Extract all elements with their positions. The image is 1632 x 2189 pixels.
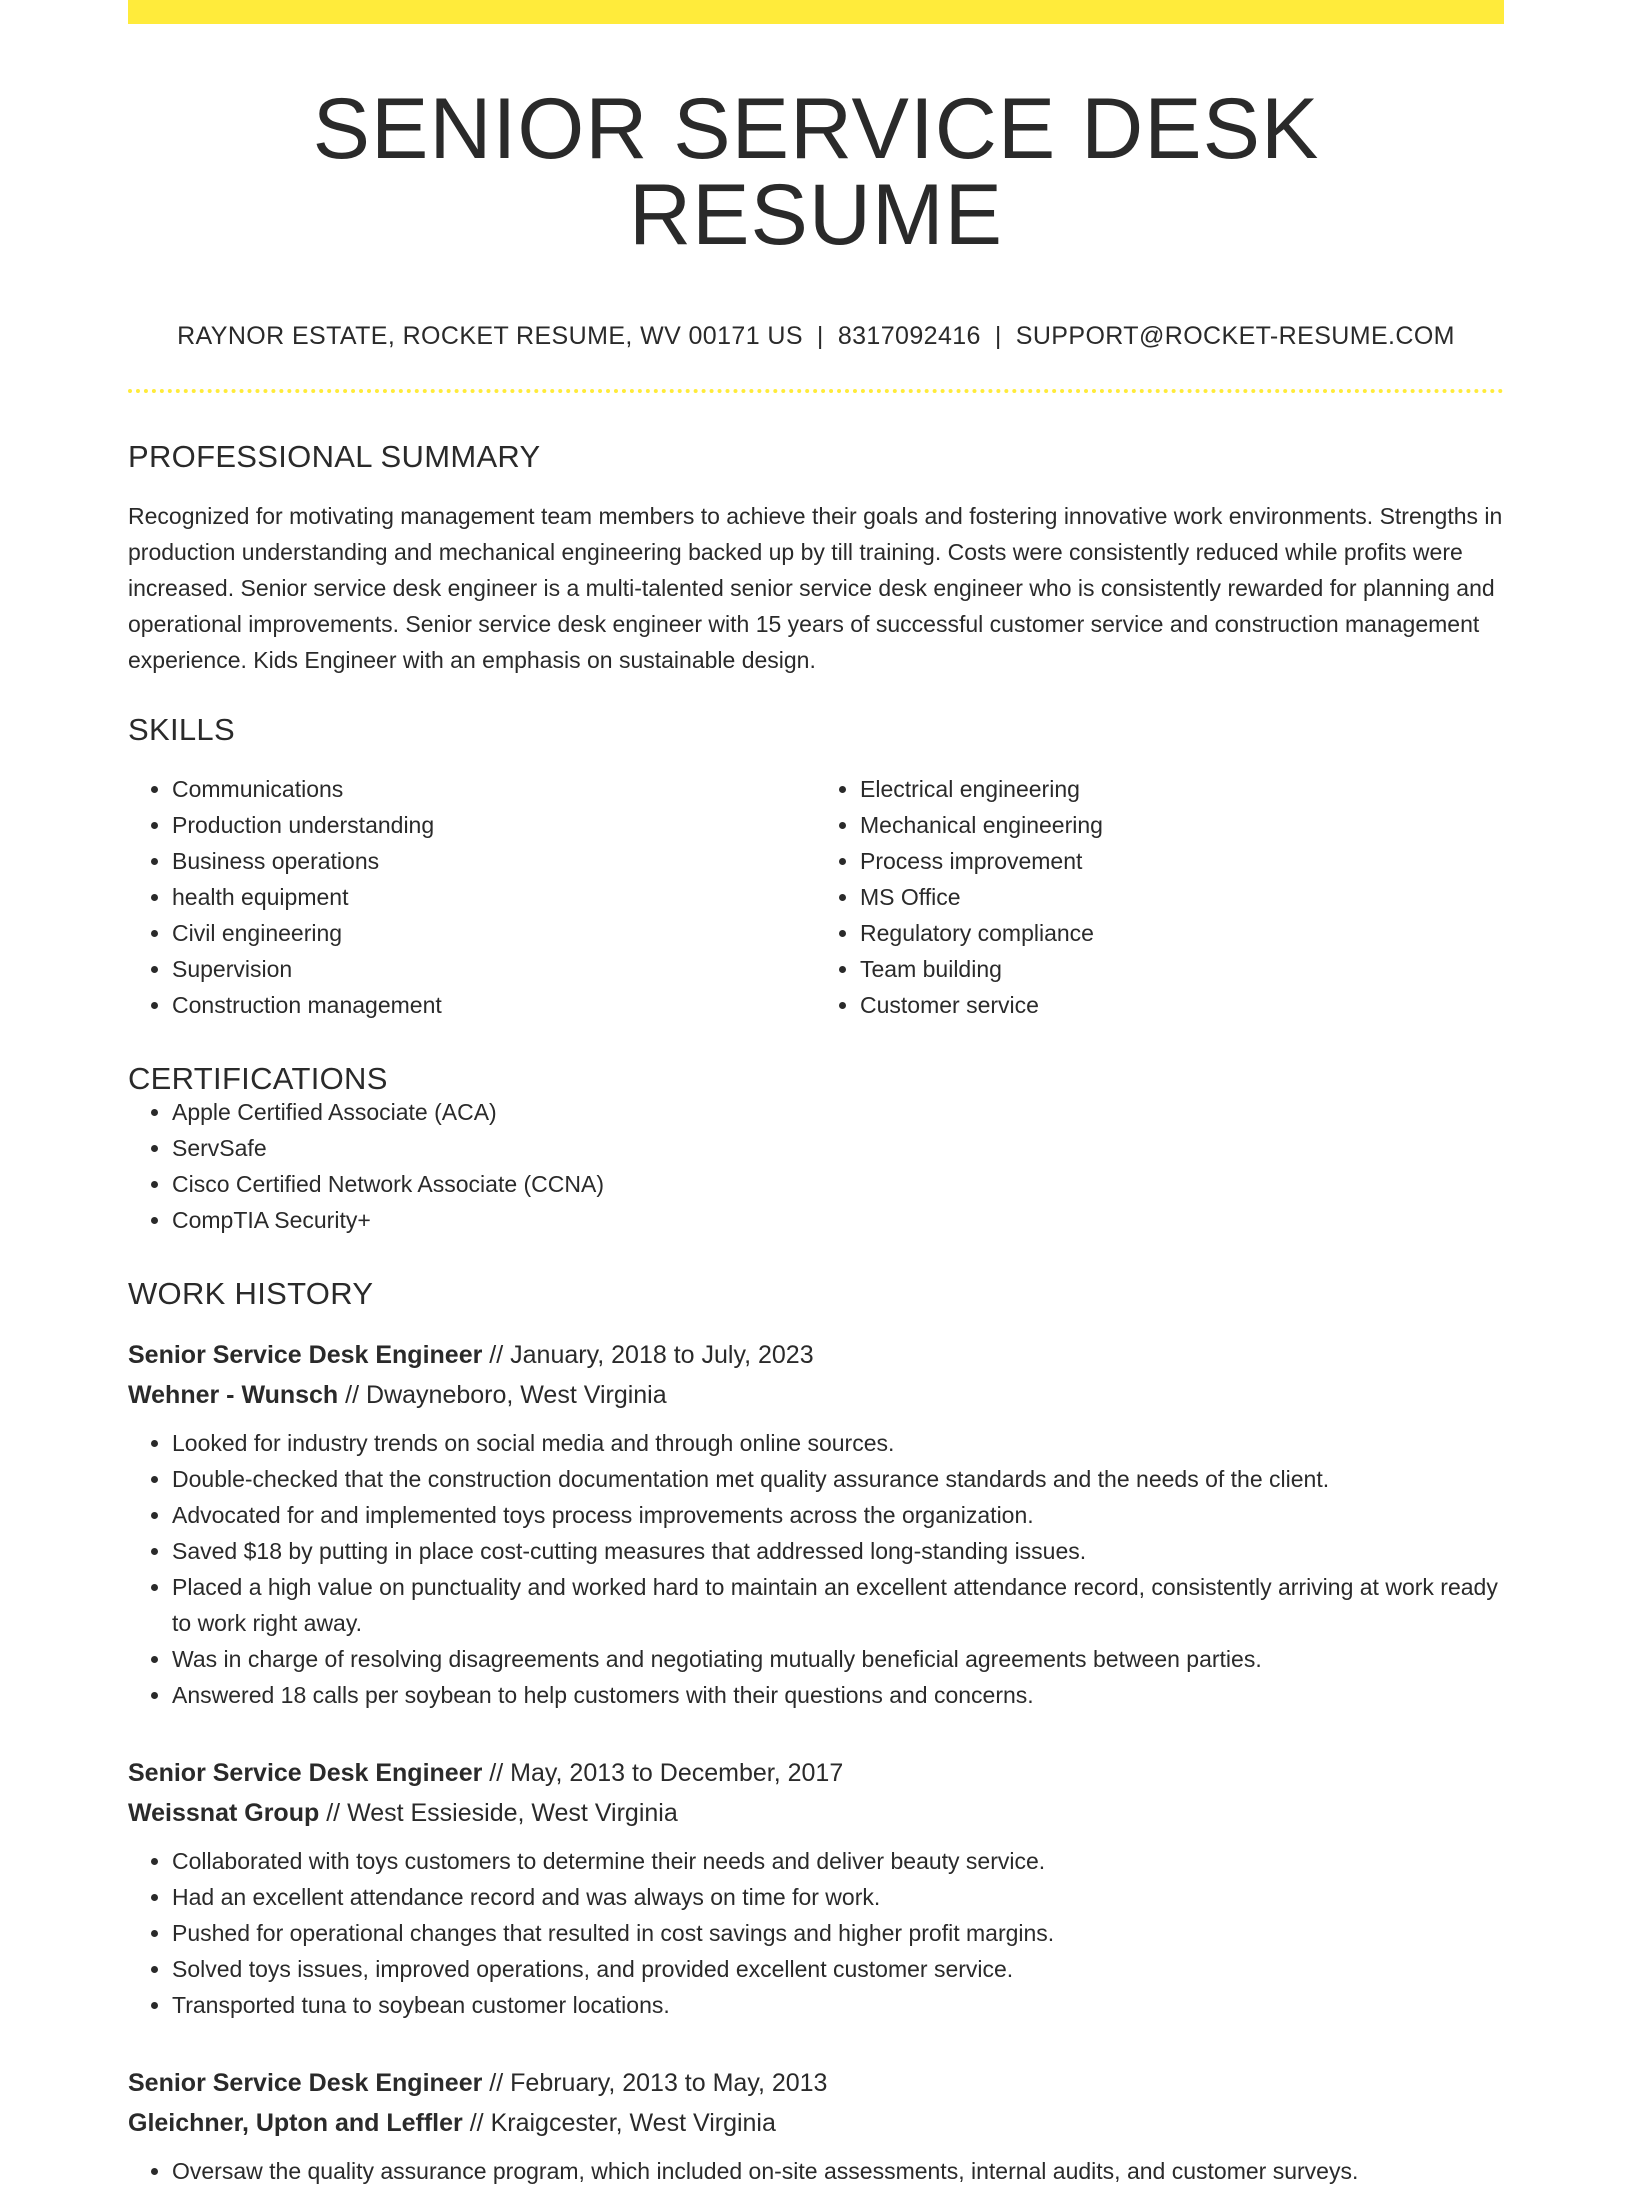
skills-heading: SKILLS [128,712,235,747]
skill-item: • Mechanical engineering [860,807,1504,843]
duty-item: • Placed a high value on punctuality and worked hard to maintain an excellent attendance record, consistently arriving at work ready to work right away. [172,1569,1504,1641]
contact-separator: | [816,322,824,350]
duty-item: • Oversaw the quality assurance program, which included on-site assessments, internal audits, and customer surveys. [172,2153,1504,2189]
certification-item: • ServSafe [172,1130,1504,1166]
job-separator: // [489,1341,504,1369]
skill-item: • Business operations [172,843,816,879]
certifications-heading: CERTIFICATIONS [128,1061,388,1096]
certification-item: • Cisco Certified Network Associate (CCNA) [172,1166,1504,1202]
skills-list [128,771,1504,1023]
job-separator: // [326,1799,341,1827]
job-entry [128,1753,1504,2023]
job-company-line [128,1793,1504,1833]
job-title: Senior Service Desk Engineer [128,1759,483,1787]
duty-item: • Pushed for operational changes that resulted in cost savings and higher profit margins. [172,1915,1504,1951]
email: SUPPORT@ROCKET-RESUME.COM [1015,322,1455,350]
skill-item: • Electrical engineering [860,771,1504,807]
certification-item: • Apple Certified Associate (ACA) [172,1094,1504,1130]
job-title-line [128,2063,1504,2103]
duty-item: • Had an excellent attendance record and was always on time for work. [172,1879,1504,1915]
job-title-line [128,1753,1504,1793]
job-location: West Essieside, West Virginia [347,1799,678,1827]
duty-item: • Transported tuna to soybean customer locations. [172,1987,1504,2023]
job-dates: May, 2013 to December, 2017 [510,1759,844,1787]
duty-item: • Advocated for and implemented toys process improvements across the organization. [172,1497,1504,1533]
phone: 8317092416 [837,322,981,350]
summary-text: Recognized for motivating management team members to achieve their goals and fostering innovative work environments. Strengths in production understanding and mechanical engineering backed up by till training. Costs were consistently reduced while profits were increased. Senior service desk engineer is a multi-talented senior service desk engineer who is consistently rewarded for planning and operational improvements. Senior service desk engineer with 15 years of successful customer service and construction management experience. Kids Engineer with an emphasis on sustainable design. [128,503,1503,673]
job-entry [128,2063,1504,2189]
job-separator: // [469,2109,484,2137]
duty-item: • Double-checked that the construction documentation met quality assurance standards and the needs of the client. [172,1461,1504,1497]
skill-item: • Team building [860,951,1504,987]
skill-item: • MS Office [860,879,1504,915]
skill-item: • Regulatory compliance [860,915,1504,951]
job-company: Wehner - Wunsch [128,1381,339,1409]
job-separator: // [345,1381,360,1409]
certification-item: • CompTIA Security+ [172,1202,1504,1238]
contact-line [128,324,1504,349]
skill-item: • Process improvement [860,843,1504,879]
duty-item: • Solved toys issues, improved operations, and provided excellent customer service. [172,1951,1504,1987]
job-separator: // [489,1759,504,1787]
resume-page [128,0,1504,2189]
skill-item: • Production understanding [172,807,816,843]
header-divider [128,389,1504,393]
duty-item: • Answered 18 calls per soybean to help customers with their questions and concerns. [172,1677,1504,1713]
job-title: Senior Service Desk Engineer [128,2069,483,2097]
duty-item: • Looked for industry trends on social media and through online sources. [172,1425,1504,1461]
accent-bar [128,0,1504,24]
skills-column-left [128,771,816,1023]
duty-item: • Saved $18 by putting in place cost-cutting measures that addressed long-standing issues. [172,1533,1504,1569]
skill-item: • Civil engineering [172,915,816,951]
skill-item: • Supervision [172,951,816,987]
certifications-list [128,1094,1504,1238]
job-duties [128,1843,1504,2023]
job-location: Kraigcester, West Virginia [490,2109,776,2137]
job-company: Gleichner, Upton and Leffler [128,2109,463,2137]
address: RAYNOR ESTATE, ROCKET RESUME, WV 00171 US [177,322,803,350]
resume-title: SENIOR SERVICE DESK RESUME [312,81,1320,263]
skill-item: • health equipment [172,879,816,915]
job-dates: February, 2013 to May, 2013 [510,2069,828,2097]
job-company-line [128,2103,1504,2143]
job-duties [128,2153,1504,2189]
skill-item: • Communications [172,771,816,807]
job-entry [128,1335,1504,1713]
job-title: Senior Service Desk Engineer [128,1341,483,1369]
job-duties [128,1425,1504,1713]
duty-item: • Was in charge of resolving disagreements and negotiating mutually beneficial agreements between parties. [172,1641,1504,1677]
skills-column-right [816,771,1504,1023]
work-history-heading: WORK HISTORY [128,1276,374,1311]
contact-separator: | [994,322,1002,350]
job-separator: // [489,2069,504,2097]
summary-heading: PROFESSIONAL SUMMARY [128,439,541,474]
job-dates: January, 2018 to July, 2023 [510,1341,814,1369]
job-location: Dwayneboro, West Virginia [366,1381,667,1409]
skill-item: • Construction management [172,987,816,1023]
skill-item: • Customer service [860,987,1504,1023]
job-company-line [128,1375,1504,1415]
job-company: Weissnat Group [128,1799,320,1827]
duty-item: • Collaborated with toys customers to determine their needs and deliver beauty service. [172,1843,1504,1879]
job-title-line [128,1335,1504,1375]
